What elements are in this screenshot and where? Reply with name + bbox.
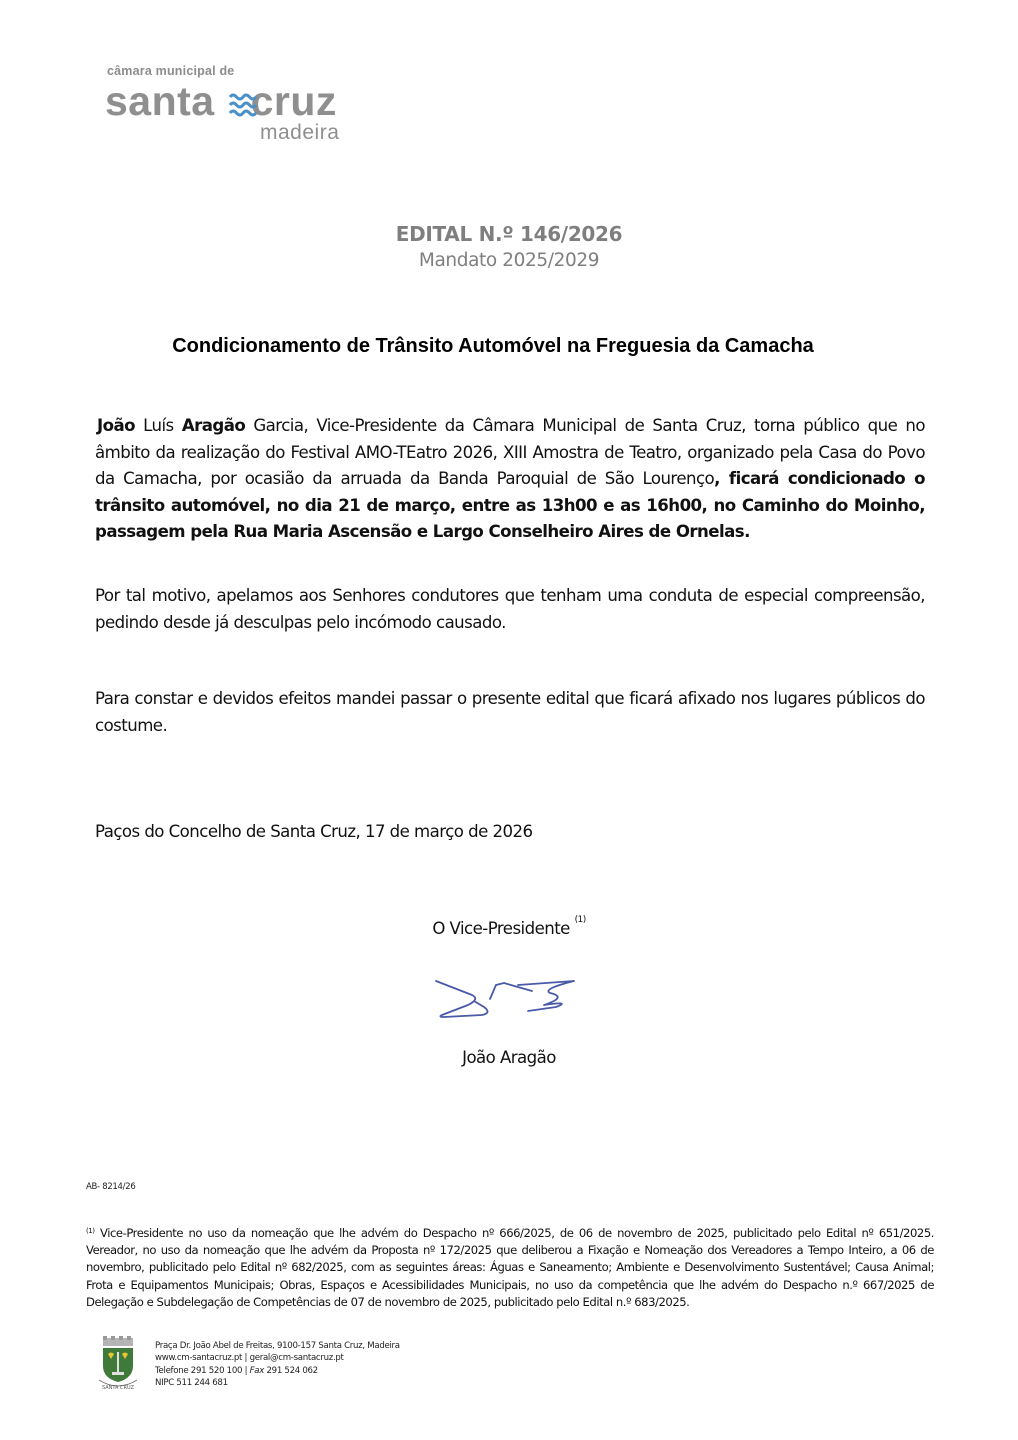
paragraph-announcement (95, 413, 925, 546)
contact-phone: Telefone 291 520 100 | (155, 1365, 250, 1376)
footnote (86, 1225, 934, 1311)
contact-address: Praça Dr. João Abel de Freitas, 9100-157 Santa Cruz, Madeira (155, 1341, 400, 1351)
name-middle: Luís (134, 416, 182, 435)
footnote-reference: (1) (574, 915, 586, 925)
logo-top-line: câmara municipal de (107, 64, 235, 78)
logo-region: madeira (260, 121, 340, 144)
mandate-period: Mandato 2025/2029 (418, 250, 600, 271)
paragraph-appeal: Por tal motivo, apelamos aos Senhores condutores que tenham uma conduta de especial compreensão, pedindo desde já desculpas pelo incómodo causado. (95, 586, 925, 632)
municipal-crest-icon (93, 1336, 143, 1392)
contact-fax-number: 291 524 062 (264, 1365, 318, 1376)
place-and-date: Paços do Concelho de Santa Cruz, 17 de março de 2026 (95, 822, 533, 841)
signer-role (0, 915, 1018, 938)
svg-text:SANTA CRUZ: SANTA CRUZ (101, 1385, 135, 1391)
announcement-intro: Garcia, Vice-Presidente da Câmara Municipal de Santa Cruz, torna público que no âmbito da realização do Festival AMO-TEatro 2026, XIII Amostra de Teatro, organizado pela Casa do Povo da Camacha, por ocasião da arruada da Banda Paroquial de São Lourenço (95, 416, 925, 488)
contact-phone-fax (155, 1365, 400, 1377)
paragraph-posting: Para constar e devidos efeitos mandei passar o presente edital que ficará afixado nos lugares públicos do costume. (95, 689, 925, 735)
footnote-mark: (1) (86, 1227, 95, 1235)
document-subject: Condicionamento de Trânsito Automóvel na Freguesia da Camacha (172, 335, 814, 357)
signer-name: João Aragão (462, 1048, 556, 1067)
waves-icon (228, 90, 258, 120)
name-first: João (97, 416, 135, 435)
contact-fax-label: Fax (249, 1365, 265, 1376)
municipality-logo (105, 64, 365, 144)
contact-block (155, 1340, 400, 1389)
contact-web-email[interactable]: www.cm-santacruz.pt | geral@cm-santacruz.pt (155, 1353, 344, 1364)
handwritten-signature (432, 975, 582, 1023)
name-last: Aragão (181, 416, 246, 435)
reference-code: AB- 8214/26 (86, 1182, 136, 1192)
signer-role-text: O Vice-Presidente (432, 919, 570, 938)
footnote-text: Vice-Presidente no uso da nomeação que lhe advém do Despacho nº 666/2025, de 06 de novembro de 2025, publicitado pelo Edital nº 651/2025. Vereador, no uso da nomeação que lhe advém da Proposta nº 172/2025 que deliberou a Fixação e Nomeação dos Vereadores a Tempo Inteiro, a 06 de novembro, publicitado pelo Edital nº 682/2025, com as seguintes áreas: Águas e Saneamento; Ambiente e Desenvolvimento Sustentável; Causa Animal; Frota e Equipamentos Municipais; Obras, Espaços e Acessibilidades Municipais, no uso da competência que lhe advém do Despacho n.º 667/2025 de Delegação e Subdelegação de Competências de 07 de novembro de 2025, publicitado pelo Edital n.º 683/2025. (86, 1226, 934, 1309)
logo-wordmark (105, 78, 337, 124)
announcement-restriction: , ficará condicionado o trânsito automóvel, no dia 21 de março, entre as 13h00 e as 16h00, no Caminho do Moinho, passagem pela Rua Maria Ascensão e Largo Conselheiro Aires de Ornelas. (95, 469, 925, 541)
logo-word-santa: santa (105, 78, 215, 124)
logo-word-cruz: cruz (250, 78, 337, 124)
edital-number: EDITAL N.º 146/2026 (395, 222, 623, 246)
contact-nipc: NIPC 511 244 681 (155, 1377, 228, 1388)
